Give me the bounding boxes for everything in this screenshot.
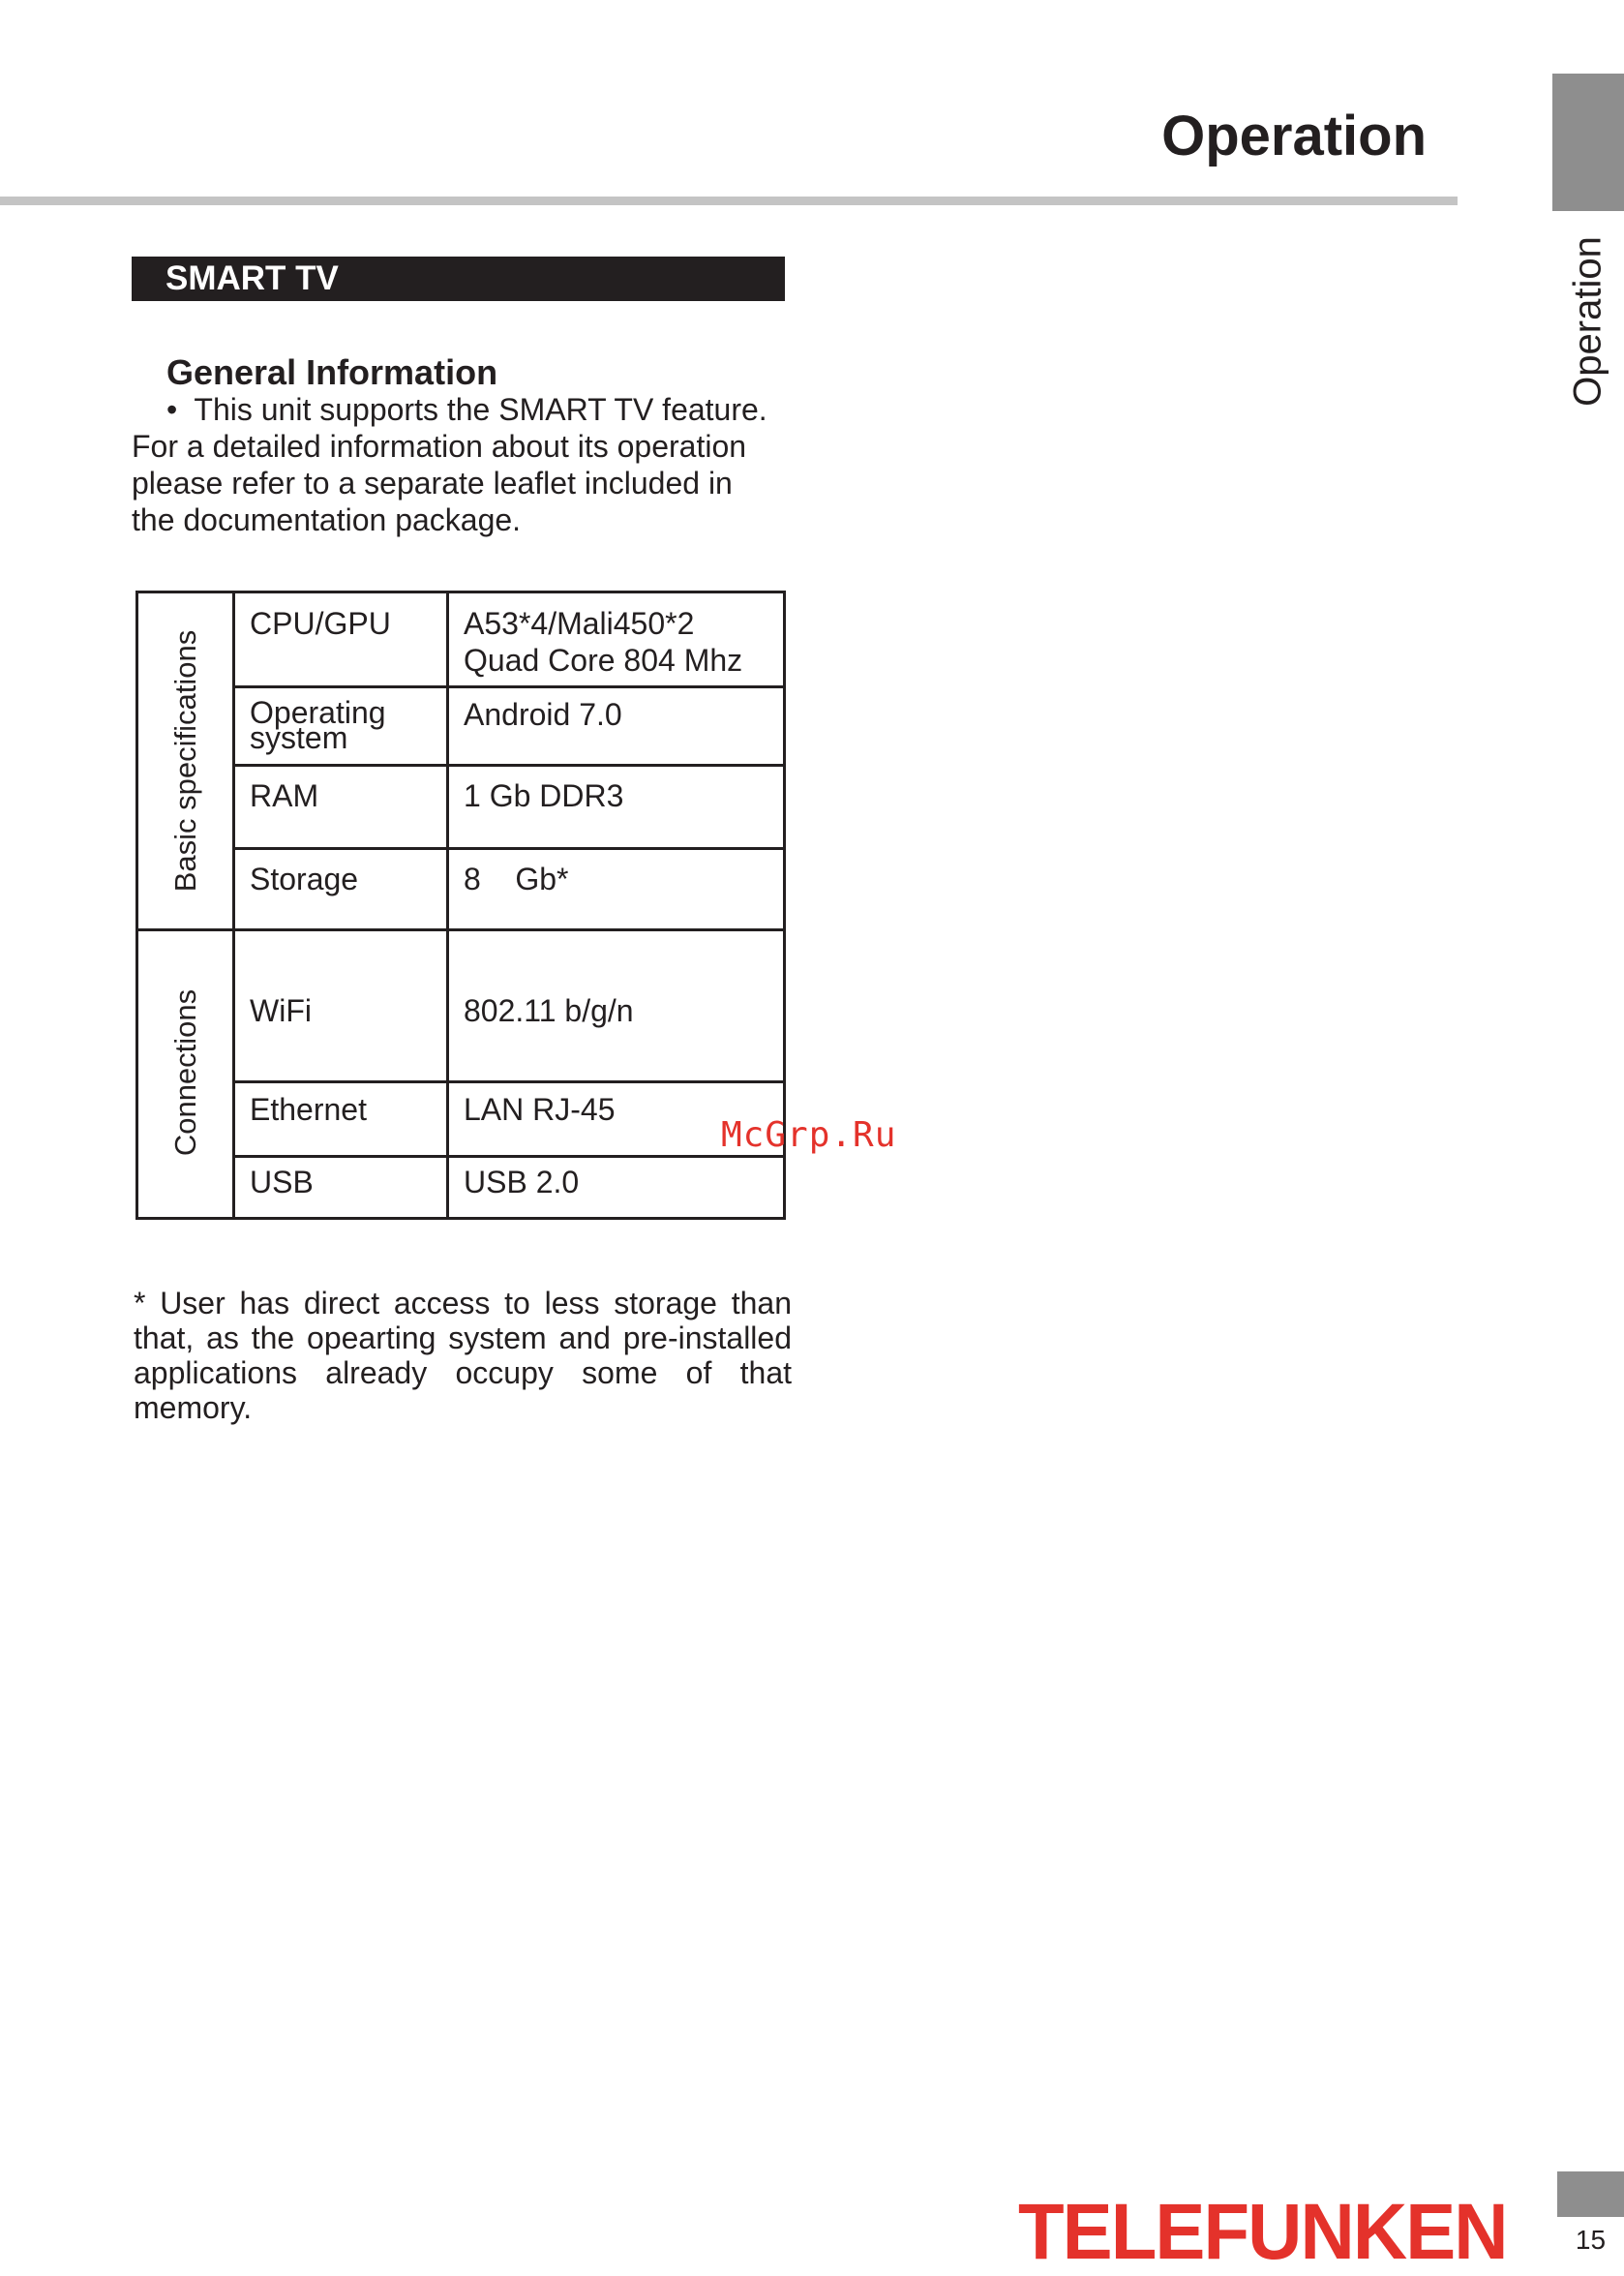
spec-value: Android 7.0	[464, 697, 622, 732]
intro-paragraph	[132, 391, 790, 538]
side-tab-label	[1552, 225, 1624, 418]
table-divider	[232, 1080, 786, 1083]
spec-name: CPU/GPU	[250, 606, 391, 641]
spec-name-line: system	[250, 720, 348, 755]
intro-line: the documentation package.	[132, 502, 522, 537]
spec-name-line: Operating	[250, 695, 386, 730]
table-divider	[232, 1155, 786, 1158]
sub-heading: General Information	[166, 352, 498, 392]
spec-value: USB 2.0	[464, 1165, 580, 1199]
section-title-bar: SMART TV	[132, 257, 785, 301]
intro-line: please refer to a separate leaflet included in	[132, 466, 733, 501]
group-label-text: Basic specifications	[167, 629, 202, 893]
brand-logo: TELEFUNKEN	[1018, 2188, 1507, 2276]
table-divider	[232, 685, 786, 688]
spec-value: 8 Gb*	[464, 862, 569, 896]
spec-name: WiFi	[250, 993, 312, 1028]
spec-value: LAN RJ-45	[464, 1092, 616, 1127]
bullet-symbol: •	[166, 392, 178, 427]
intro-line: For a detailed information about its operation	[132, 429, 747, 464]
group-label-connections	[138, 931, 232, 1214]
bullet-line	[132, 391, 790, 428]
spec-name: USB	[250, 1165, 314, 1199]
table-divider	[232, 847, 786, 850]
spec-value: 1 Gb DDR3	[464, 778, 624, 813]
spec-name: Ethernet	[250, 1092, 367, 1127]
bullet-text: This unit supports the SMART TV feature.	[194, 392, 767, 427]
spec-name: Storage	[250, 862, 359, 896]
spec-value: 802.11 b/g/n	[464, 993, 634, 1028]
title-rule	[0, 197, 1458, 205]
spec-value	[464, 605, 742, 679]
table-divider	[232, 764, 786, 767]
spec-name	[250, 695, 386, 755]
side-tab-text: Operation	[1566, 236, 1609, 407]
watermark-text: McGrp.Ru	[721, 1115, 897, 1155]
page-title: Operation	[1161, 105, 1427, 167]
spec-value-line: Quad Core 804 Mhz	[464, 643, 743, 678]
spec-table	[135, 591, 786, 1220]
spec-name: RAM	[250, 778, 319, 813]
group-label-basic	[138, 593, 232, 928]
table-divider	[138, 928, 786, 931]
page-number-tab	[1557, 2171, 1624, 2217]
spec-value-line: A53*4/Mali450*2	[464, 606, 695, 641]
footnote: * User has direct access to less storage than that, as the opearting system and pre-installed applications already occupy some of that memory.	[134, 1286, 792, 1425]
group-label-text: Connections	[167, 988, 202, 1157]
side-tab-marker	[1552, 74, 1624, 211]
page-number: 15	[1575, 2225, 1607, 2255]
